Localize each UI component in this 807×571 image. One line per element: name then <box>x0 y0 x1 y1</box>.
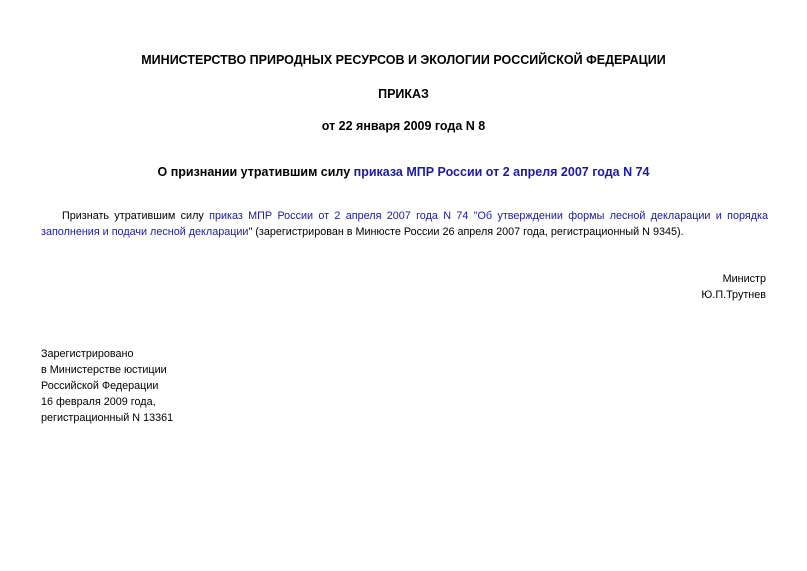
document-body-paragraph <box>41 208 768 240</box>
body-prefix: Признать утратившим силу <box>62 210 210 222</box>
registration-line: регистрационный N 13361 <box>41 412 174 424</box>
signature-position: Министр <box>722 273 766 285</box>
ministry-heading: МИНИСТЕРСТВО ПРИРОДНЫХ РЕСУРСОВ И ЭКОЛОГИИ РОССИЙСКОЙ ФЕДЕРАЦИИ <box>141 53 666 67</box>
signature-name: Ю.П.Трутнев <box>701 289 766 301</box>
document-title-link[interactable]: приказа МПР России от 2 апреля 2007 года N 74 <box>353 165 650 179</box>
document-title-prefix: О признании утратившим силу <box>157 165 354 179</box>
body-suffix: " (зарегистрирован в Минюсте России 26 апреля 2007 года, регистрационный N 9345). <box>248 226 684 238</box>
registration-line: 16 февраля 2009 года, <box>41 396 156 408</box>
registration-block <box>41 346 173 426</box>
body-order-link[interactable]: приказ МПР России от 2 апреля 2007 года N 74 "Об утверждении формы лесной декларации и порядка заполнения и подачи лесной декларации <box>41 210 769 238</box>
document-type: ПРИКАЗ <box>378 87 429 101</box>
registration-line: Зарегистрировано <box>41 348 134 360</box>
registration-line: Российской Федерации <box>41 380 159 392</box>
signature-block <box>701 271 766 303</box>
document-title <box>0 164 807 180</box>
document-date: от 22 января 2009 года N 8 <box>321 119 486 133</box>
registration-line: в Министерстве юстиции <box>41 364 167 376</box>
